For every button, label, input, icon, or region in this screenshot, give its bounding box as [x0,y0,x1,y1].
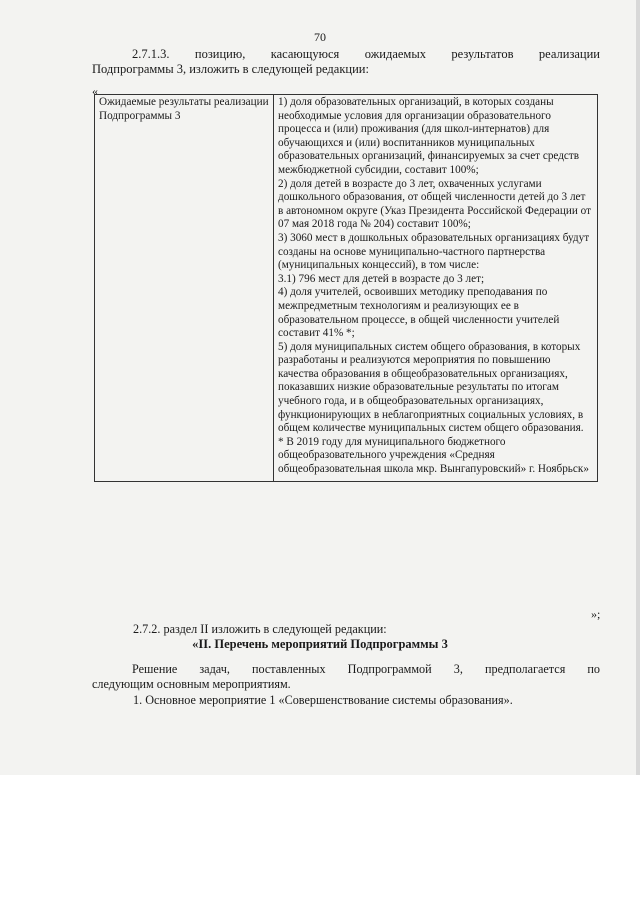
decision-paragraph [92,662,600,692]
paragraph-2-7-2: 2.7.2. раздел II изложить в следующей редакции: [133,622,387,636]
result-item: 3) 3060 мест в дошкольных образовательных организациях будут созданы на основе муниципально-частного партнерства (муниципальных концессий), в том числе: [278,231,590,272]
result-item: 1) доля образовательных организаций, в которых созданы необходимые условия для организации образовательного процесса и (или) проживания (для школ-интернатов) для обучающихся и (или) воспитанников муниципальных образовательных организаций, финансируемых за счет средств межбюджетной субсидии, составит 100%; [278,96,580,176]
intro-paragraph [92,47,600,77]
quote-open: « [92,84,98,98]
footnote-item: * В 2019 году для муниципального бюджетного общеобразовательного учреждения «Средняя общеобразовательная школа мкр. Вынгапуровский» г. Ноябрьск» [278,435,589,476]
activity-1: 1. Основное мероприятие 1 «Совершенствование системы образования». [133,693,513,707]
quote-close: »; [591,607,601,621]
result-item: 3.1) 796 мест для детей в возрасте до 3 лет; [278,272,485,285]
result-item: 4) доля учителей, освоивших методику преподавания по межпредметным технологиям и реализующих ее в образовательном процессе, в общей численности учителей составит 41% *; [278,286,560,340]
table-row [95,95,598,482]
result-item: 5) доля муниципальных систем общего образования, в которых разработаны и реализуются мероприятия по повышению качества образования в общеобразовательных организациях, показавших низкие образовательные результаты по итогам учебного года, и в общеобразовательных организациях, функционирующих в неблагоприятных социальных условиях, в общем количестве муниципальных систем общего образования. [278,340,584,435]
intro-line-2: Подпрограммы 3, изложить в следующей редакции: [92,62,369,76]
table-cell-content [274,95,598,482]
intro-line-1: 2.7.1.3. позицию, касающуюся ожидаемых результатов реализации [132,47,600,61]
table-cell-label: Ожидаемые результаты реализации Подпрограммы 3 [95,95,274,482]
results-table [94,94,598,482]
result-item: 2) доля детей в возрасте до 3 лет, охваченных услугами дошкольного образования, от общей численности детей до 3 лет в автономном округе (Указ Президента Российской Федерации от 07 мая 2018 года № 204) составит 100%; [278,177,591,231]
decision-line-2: следующим основным мероприятиям. [92,677,291,691]
decision-line-1: Решение задач, поставленных Подпрограммой 3, предполагается по [132,662,600,676]
page-number: 70 [314,30,326,44]
section-title: «II. Перечень мероприятий Подпрограммы 3 [192,637,448,651]
